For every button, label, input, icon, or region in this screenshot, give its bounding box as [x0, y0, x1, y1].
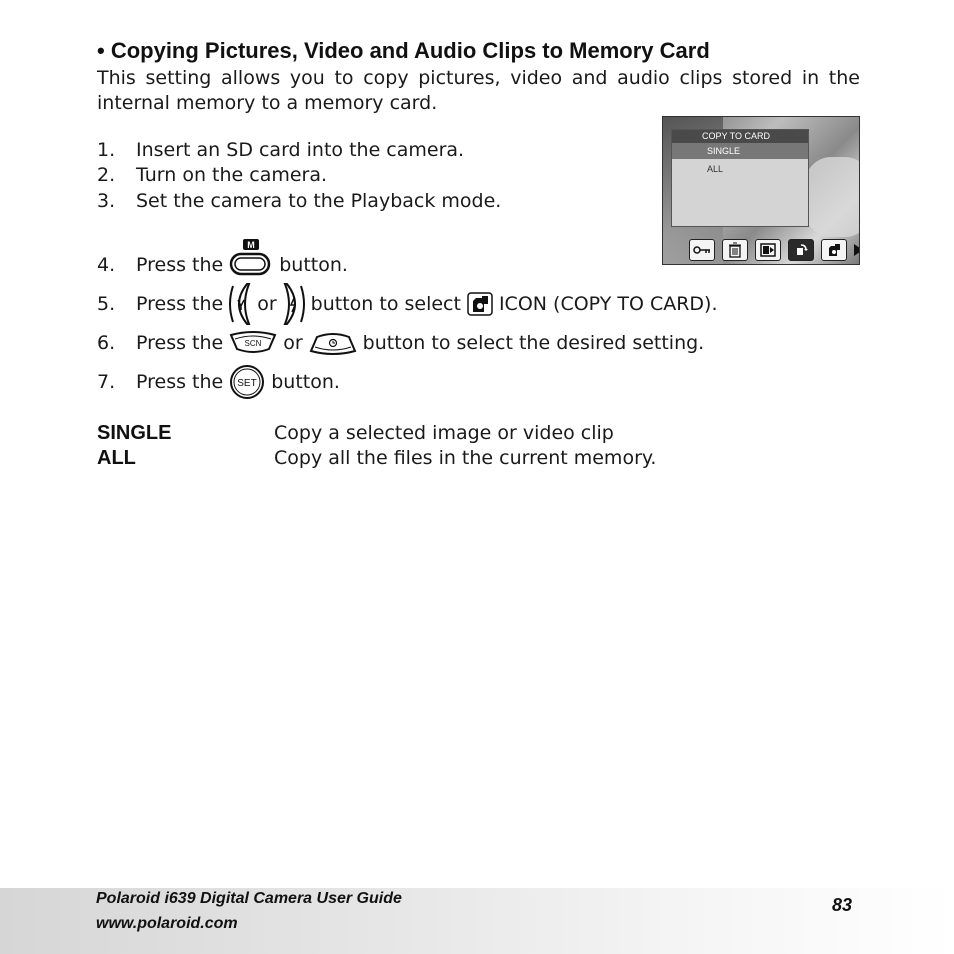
step-text-suffix: ICON (COPY TO CARD).: [498, 293, 718, 315]
page-title: • Copying Pictures, Video and Audio Clips to Memory Card: [97, 38, 710, 63]
key-icon[interactable]: [689, 239, 715, 261]
camera-screen-illustration: [662, 116, 860, 265]
step-number: 4.: [97, 254, 116, 276]
step-text-suffix: button.: [271, 371, 340, 393]
definition-desc: Copy a selected image or video clip: [274, 422, 614, 444]
step-number: 7.: [97, 371, 116, 393]
step-text: Press the: [136, 371, 224, 393]
set-button-icon: [229, 364, 265, 400]
trash-icon[interactable]: [722, 239, 748, 261]
slideshow-icon[interactable]: [755, 239, 781, 261]
set-label: SET: [237, 378, 257, 389]
definition-term: SINGLE: [97, 422, 172, 444]
step-text: Turn on the camera.: [136, 164, 328, 186]
menu-button-label: M: [247, 240, 255, 250]
or-text: or: [283, 332, 303, 354]
copy-to-card-menu: [671, 129, 809, 227]
or-text: or: [257, 293, 277, 315]
step-text: Set the camera to the Playback mode.: [136, 190, 502, 212]
step-text: Press the: [136, 332, 224, 354]
definition-term: ALL: [97, 447, 136, 469]
rotate-icon[interactable]: [788, 239, 814, 261]
step-5: [97, 289, 718, 319]
next-arrow-icon[interactable]: [854, 244, 860, 256]
photo-background-highlight: [803, 157, 860, 237]
up-scn-button-icon: [229, 331, 277, 355]
step-text-middle: button to select: [310, 293, 461, 315]
intro-paragraph: This setting allows you to copy pictures, video and audio clips stored in the internal memory to a memory card.: [97, 67, 860, 114]
step-number: 1.: [97, 139, 116, 161]
right-flash-button-icon: [283, 282, 305, 326]
copy-to-card-icon[interactable]: [821, 239, 847, 261]
step-text: Insert an SD card into the camera.: [136, 139, 465, 161]
step-7: [97, 367, 340, 397]
left-macro-button-icon: [229, 282, 251, 326]
menu-button-icon: [229, 239, 273, 279]
step-number: 6.: [97, 332, 116, 354]
step-6: [97, 328, 704, 358]
step-text-suffix: button to select the desired setting.: [362, 332, 705, 354]
menu-title: COPY TO CARD: [672, 130, 808, 143]
definition-single: [97, 422, 614, 445]
definition-desc: Copy all the files in the current memory.: [274, 447, 657, 469]
website-link[interactable]: www.polaroid.com: [96, 915, 238, 932]
step-number: 5.: [97, 293, 116, 315]
scn-label: SCN: [244, 339, 262, 348]
down-timer-button-icon: [309, 331, 357, 355]
page-footer: [0, 888, 954, 954]
definition-all: [97, 447, 656, 470]
playback-icon-bar: [689, 239, 860, 261]
step-number: 3.: [97, 190, 116, 212]
step-text: Press the: [136, 293, 224, 315]
step-3: [97, 186, 501, 216]
guide-title: Polaroid i639 Digital Camera User Guide: [96, 890, 402, 907]
step-text-suffix: button.: [279, 254, 348, 276]
step-number: 2.: [97, 164, 116, 186]
menu-option-single[interactable]: SINGLE: [672, 143, 808, 159]
menu-option-all[interactable]: ALL: [707, 164, 724, 174]
page-number: 83: [832, 895, 853, 915]
step-4: [97, 240, 348, 280]
copy-to-card-icon: [467, 292, 493, 316]
step-text: Press the: [136, 254, 224, 276]
